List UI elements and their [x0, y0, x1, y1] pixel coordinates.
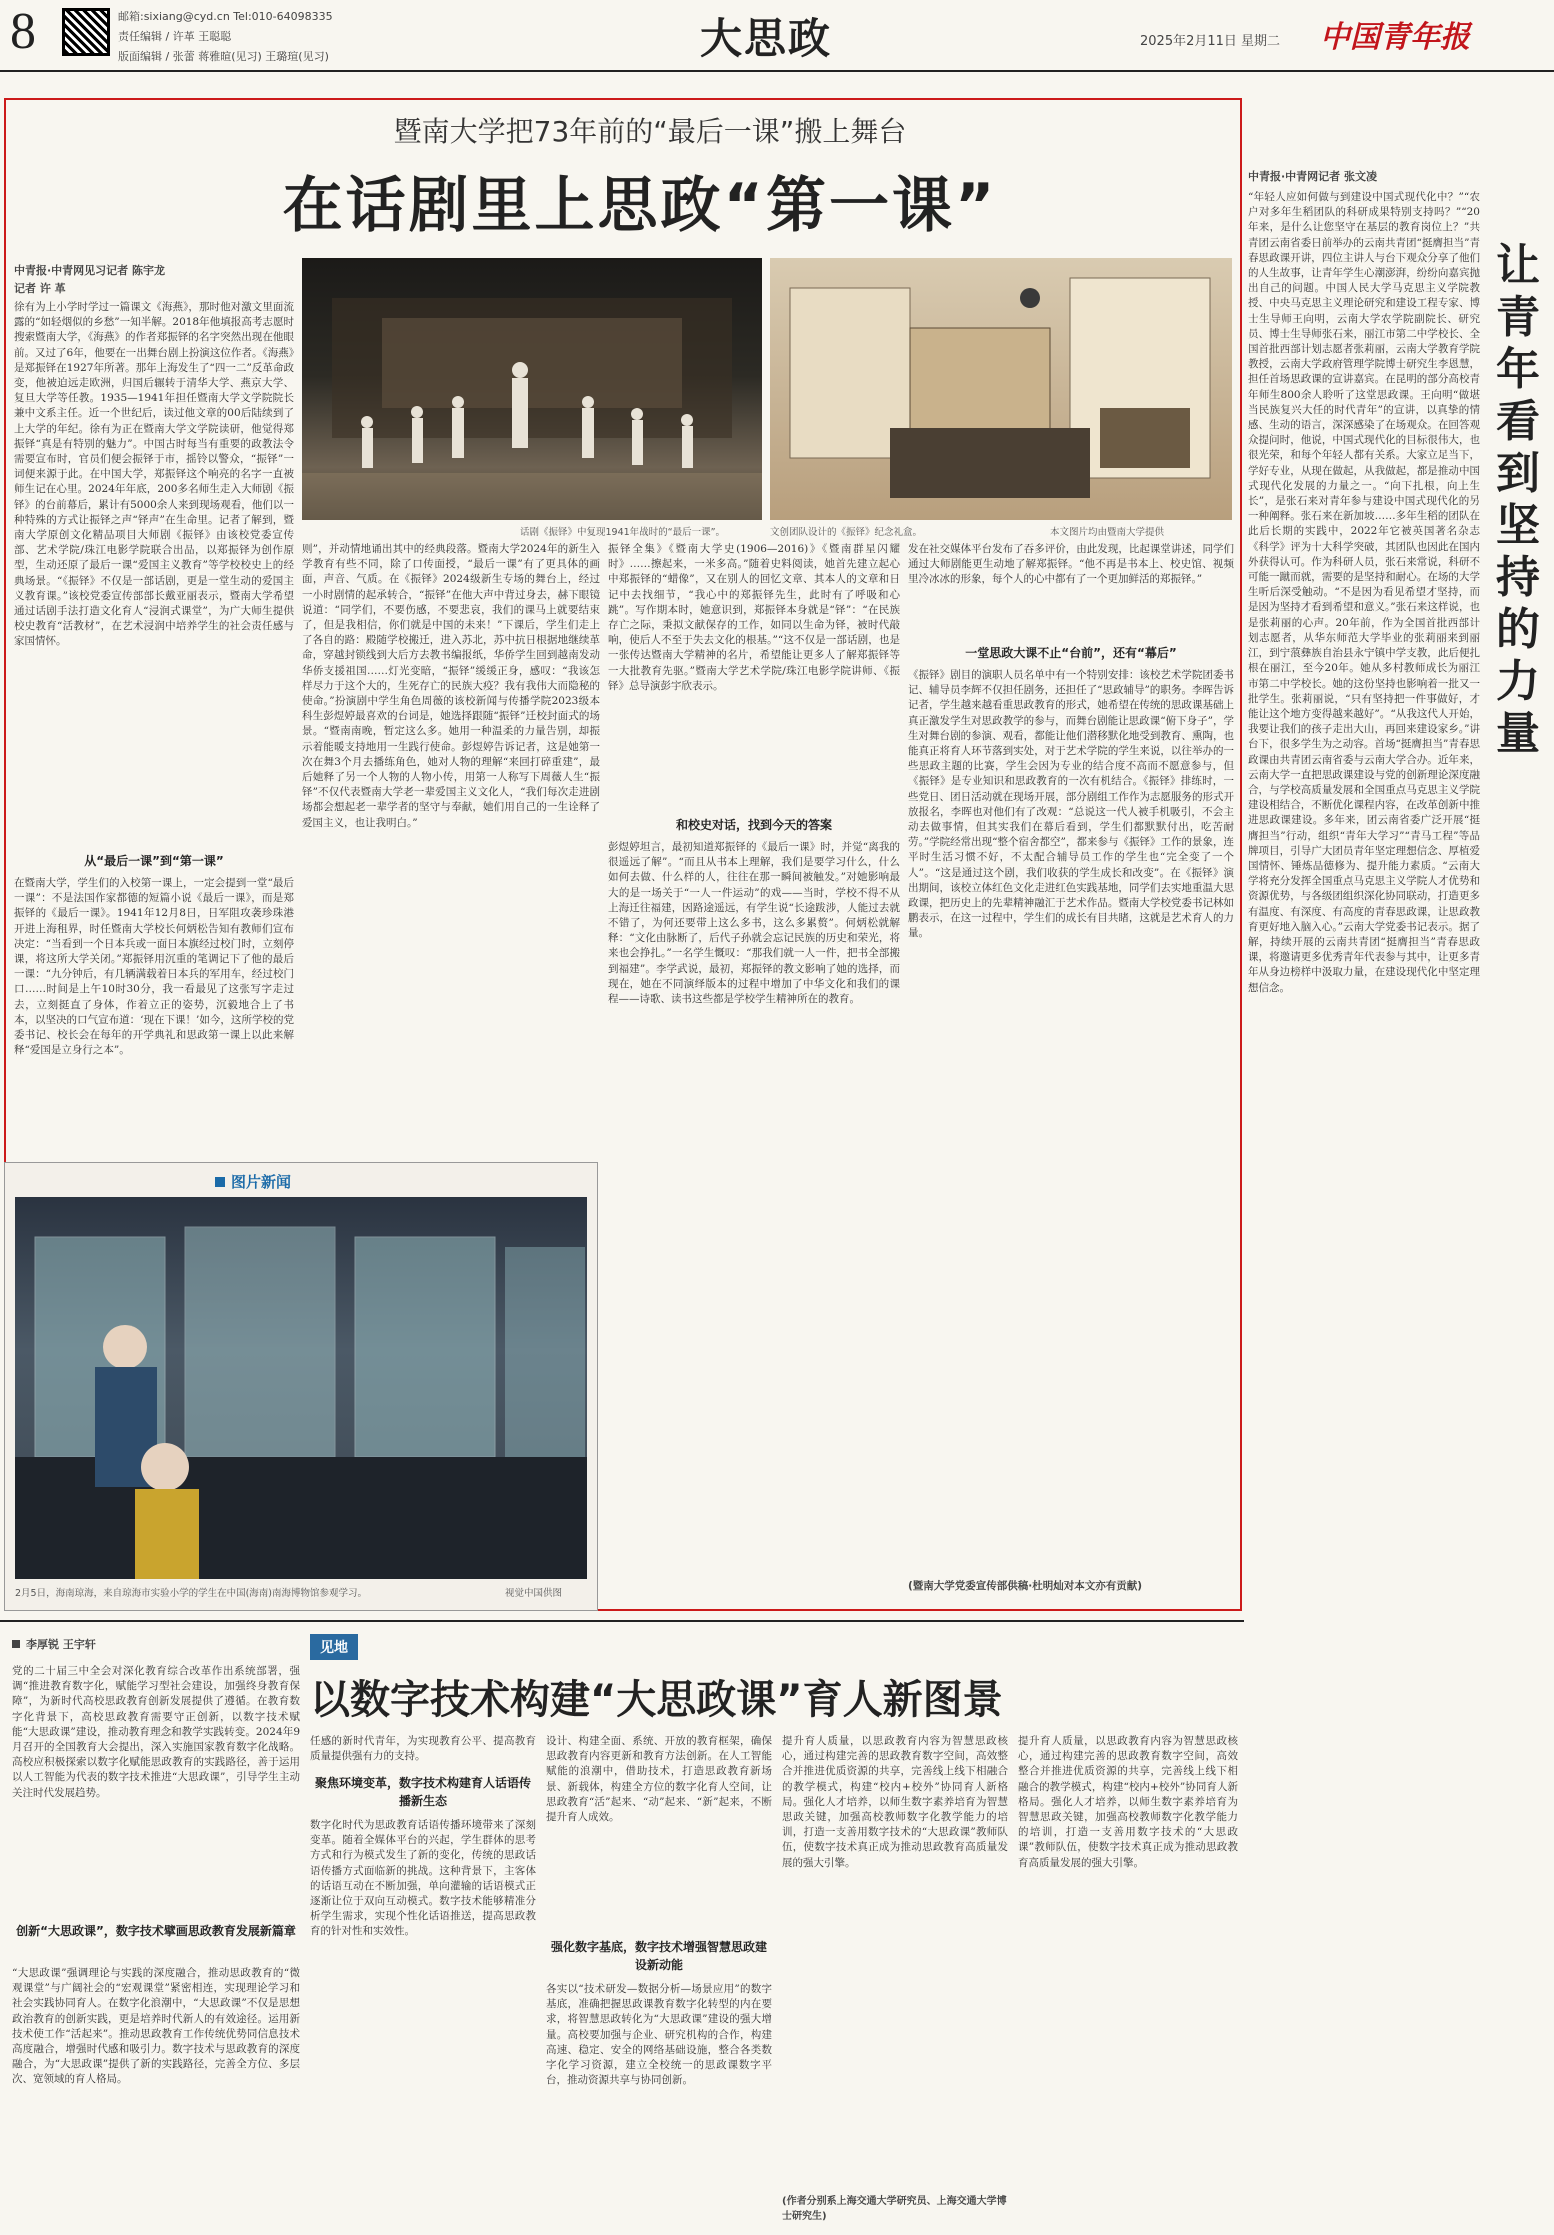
- lead-subhead-3: 一堂思政大课不止“台前”，还有“幕后”: [965, 646, 1177, 660]
- lead-subhead-2: 和校史对话，找到今天的答案: [675, 818, 832, 832]
- picture-news-box: [4, 1162, 598, 1611]
- picture-news-label-text: 图片新闻: [231, 1173, 292, 1191]
- bottom-text-b: 数字化时代为思政教育话语传播环境带来了深刻变革。随着全媒体平台的兴起，学生群体的思考方式和行为模式发生了新的变化，传统的思政话语传播方式面临新的挑战。这种背景下，主客体的话语互动在不断加强，单向灌输的话语模式正逐渐让位于双向互动模式。数字技术能够精准分析学生需求，实现个性化话语推送，提高思政教育的针对性和实效性。: [310, 1819, 536, 1938]
- right-title-char: 到: [1496, 448, 1540, 499]
- gift-photo-caption: 文创团队设计的《振铎》纪念礼盒。: [770, 527, 923, 538]
- right-title: [1488, 240, 1548, 760]
- page-header: [0, 0, 1554, 72]
- bottom-divider: [0, 1620, 1244, 1622]
- lead-col4-text: 发在社交媒体平台发布了吞多评价，由此发现，比起课堂讲述，同学们通过大师剧能更生动地了解郑振铎。“他不再是书本上、校史馆、视频里冷冰冰的形象，每个人的心中都有了一个更加鲜活的郑振铎。”: [908, 543, 1234, 586]
- bottom-subhead-b: 聚焦环境变革，数字技术构建育人话语传播新生态: [314, 1776, 531, 1808]
- photo-credit: 本文图片均由暨南大学提供: [1050, 527, 1165, 538]
- lead-title: 在话剧里上思政“第一课”: [282, 171, 998, 241]
- square-icon: [215, 1177, 225, 1187]
- right-title-char: 看: [1496, 396, 1540, 447]
- right-title-char: 年: [1496, 344, 1540, 395]
- picture-news-credit: 视觉中国供图: [505, 1588, 563, 1599]
- lead-col1-text-b: 在暨南大学，学生们的入校第一课上，一定会提到一堂“最后一课”：不是法国作家都德的短篇小说《最后一课》，而是郑振铎的《最后一课》。1941年12月8日，日军阻攻袭珍珠港开进上海租界，时任暨南大学校长何炳松告知有教师们宣布决定：“当看到一个日本兵或一面日本旗经过校门时，立刻停课，将这所大学关闭。”郑振铎用沉重的笔调记下了他的最后一课：“九分钟后，有几辆满载着日本兵的军用车，经过校门口……时间是上午10时30分，我一看最见了这张写字走过去，立刻挺直了身体，作着立正的姿势，沉毅地合上了书本，以坚决的口气宣布道：‘现在下课！’如今，这所学校的党委书记、校长会在每年的开学典礼和思政第一课上以此来解释“爱国是立身行之本”。: [14, 877, 294, 1057]
- bottom-col4: 提升育人质量，以思政教育内容为智慧思政核心，通过构建完善的思政教育数字空间，高效整合并推进优质资源的共享，完善线上线下相融合的教学模式，构建“校内+校外”协同育人新格局。强化人才培养，以师生数字素养培育为智慧思政关键，加强高校教师数字化教学能力的培训，打造一支善用数字技术的“大思政课”教师队伍，使数字技术真正成为推动思政教育高质量发展的强大引擎。: [782, 1735, 1008, 1869]
- lead-col3-text: 振铎全集》《暨南大学史(1906—2016)》《暨南群星闪耀时》……擦起来，一米多高。”随着史料阅读，她首先建立起心中郑振铎的“蜡像”，又在别人的回忆文章、其本人的文章和日记中去找细节，“我心中的郑振铎先生，此时有了呼吸和心跳”。写作期本时，她意识到，郑振铎本身就是“铎”：“在民族存亡之际，秉拟文献保存的工作，如同以生命为铎，被时代敲响，使后人不至于失去文化的根基。”“这不仅是一部话剧，也是一张传达暨南大学精神的名片，希望能让更多人了解郑振铎等一大批教育先驱。”暨南大学艺术学院/珠江电影学院讲师、《振铎》总导演彭宇欣表示。: [608, 543, 900, 692]
- bottom-credit: (作者分别系上海交通大学研究员、上海交通大学博士研究生): [782, 2196, 1007, 2222]
- column-tag-text: 见地: [320, 1640, 348, 1656]
- column-tag: [310, 1634, 358, 1660]
- lead-byline-1: 中青报·中青网见习记者 陈宇龙: [14, 264, 166, 277]
- section-title: 大思政: [700, 14, 833, 63]
- right-byline: 中青报·中青网记者 张文凌: [1248, 170, 1378, 183]
- picture-news-caption: 2月5日，海南琼海，来自琼海市实验小学的学生在中国(海南)南海博物馆参观学习。: [15, 1588, 368, 1599]
- gift-box-image: [770, 258, 1232, 520]
- lead-byline-2: 记者 许 革: [14, 282, 66, 295]
- contact-line: 邮箱:sixiang@cyd.cn Tel:010-64098335: [118, 10, 333, 23]
- right-title-char: 坚: [1496, 500, 1540, 551]
- right-title-char: 让: [1496, 240, 1540, 291]
- qr-code-icon: [62, 8, 110, 56]
- right-title-char: 力: [1496, 656, 1540, 707]
- museum-photo: [15, 1197, 587, 1579]
- bottom-intro: 党的二十届三中全会对深化教育综合改革作出系统部署，强调“推进教育数字化，赋能学习型社会建设，加强终身教育保障”，为新时代高校思政教育创新发展提供了遵循。在教育数字化背景下，高校思政教育需要守正创新，以数字技术赋能“大思政课”建设，推动教育理念和教学实践转变。2024年9月召开的全国教育大会提出，深入实施国家教育数字化战略。高校应积极探索以数字化赋能思政教育的实践路径，善于运用以人工智能为代表的数字技术推进“大思政课”，引导学生主动关注时代发展趋势。: [12, 1665, 300, 1799]
- lead-subtitle: 暨南大学把73年前的“最后一课”搬上舞台: [393, 115, 907, 148]
- bottom-col5: 提升育人质量，以思政教育内容为智慧思政核心，通过构建完善的思政教育数字空间，高效整合并推进优质资源的共享，完善线上线下相融合的教学模式，构建“校内+校外”协同育人新格局。强化人才培养，以师生数字素养培育为智慧思政关键，加强高校教师数字化教学能力的培训，打造一支善用数字技术的“大思政课”教师队伍，使数字技术真正成为推动思政教育高质量发展的强大引擎。: [1018, 1735, 1238, 1869]
- stage-photo-caption: 话剧《振铎》中复现1941年战时的“最后一课”。: [520, 527, 726, 538]
- right-title-char: 量: [1496, 708, 1540, 759]
- right-title-char: 持: [1496, 552, 1540, 603]
- right-title-char: 青: [1496, 292, 1540, 343]
- bottom-col2: 任感的新时代青年，为实现教育公平、提高教育质量提供强有力的支持。: [310, 1735, 536, 1763]
- bottom-text-c: 各实以“技术研发—数据分析—场景应用”的数字基底，准确把握思政课教育数字化转型的内在要求，将智慧思政转化为“大思政课”建设的强大增量。高校要加强与企业、研究机构的合作，构建高速、稳定、安全的网络基础设施，整合各类数字化学习资源，建立全校统一的思政课数字平台，推动资源共享与协同创新。: [546, 1983, 772, 2087]
- bottom-title: 以数字技术构建“大思政课”育人新图景: [310, 1677, 1003, 1723]
- author-icon: [12, 1640, 20, 1648]
- gift-box-photo: [770, 258, 1232, 520]
- lead-col4-credit: (暨南大学党委宣传部供稿·杜明灿对本文亦有贡献): [908, 1580, 1143, 1592]
- stage-scene-image: [302, 258, 762, 520]
- right-body: “年轻人应如何做与到建设中国式现代化中？”“农户对多年生稻团队的科研成果特别支持吗？”“20年来，是什么让您坚守在基层的教育岗位上？”共青团云南省委日前举办的云南共青团“挺膺担当”青春思政课开讲，四位主讲人与台下观众分享了他们的人生故事，让青年学生心潮澎湃，纷纷向嘉宾抛出自己的问题。中国人民大学马克思主义学院教授、中央马克思主义理论研究和建设工程专家、博士生导师王向明，云南大学农学院副院长、研究员、博士生导师张石来，丽江市第二中学校长、全国首批西部计划志愿者张莉丽，云南大学教育学院教授，云南大学政府管理学院博士研究生李恩慧，担任首场思政课的宣讲嘉宾。在昆明的部分高校青年师生800余人聆听了这堂思政课。王向明“做堪当民族复兴大任的时代青年”的宣讲，以真挚的情感、生动的语言，深深感染了在场观众。在回答观众提问时，他说，中国式现代化的目标很伟大，也很光荣，和每个年轻人都有关系。大家立足当下，学好专业，从现在做起，从我做起，都是推动中国式现代化发展的力量之一。“向下扎根，向上生长”，是张石来对青年参与建设中国式现代化的另一种阐释。张石来在新加坡……多年生稻的团队在此后长期的实践中，2022年它被英国著名杂志《科学》评为十大科学突破，其团队也因此在国内外获得认可。作为科研人员，张石来常说，科研不可能一蹴而就，需要的是坚持和耐心。在场的大学生听后深受触动。“不是因为看见希望才坚持，而是因为坚持才看到希望和意义。”张石来这样说，也是张莉丽的心声。20年前，作为全国首批西部计划志愿者，从华东师范大学毕业的张莉丽来到丽江，到宁蒗彝族自治县永宁镇中学支教，此后便扎根在丽江，至今20年。她从多村教师成长为丽江市第二中学校长。她的这份坚持也影响着一批又一批学生。张莉丽说，“只有坚持把一件事做好，才能让这个地方变得越来越好”。“从我这代人开始，我要让我们的孩子走出大山，再回来建设家乡。”讲台下，很多学生为之动容。首场“挺膺担当”青春思政课由共青团云南省委与云南大学合办。近年来，云南大学一直把思政课建设与党的创新理论深度融合，与学校高质量发展和全国重点马克思主义学院建设相结合，不断优化课程内容，在改革创新中推进思政课建设。多年来，团云南省委广泛开展“挺膺担当”行动，组织“青年大学习”“青马工程”等品牌项目，引导广大团员青年坚定理想信念、厚植爱国情怀、锤炼品德修为、提升能力素质。“云南大学将充分发挥全国重点马克思主义学院人才优势和资源优势，与各级团组织深化协同联动，打造更多有温度、有深度、有高度的青春思政课，让思政教育更好地入脑入心。”云南大学党委书记表示。据了解，持续开展的云南共青团“挺膺担当”青春思政课，将邀请更多优秀青年代表参与其中，让更多青年从身边榜样中汲取力量，在建设现代化中坚定理想信念。: [1248, 191, 1480, 994]
- bottom-authors: [12, 1636, 96, 1652]
- lead-col3-text-b: 彭煜婷坦言，最初知道郑振铎的《最后一课》时，并觉“离我的很遥远了解”。“而且从书本上理解，我们是要学习什么，什么如何去做、什么样的人，往往在那一瞬间被触发。”对她影响最大的是一场关于“一人一件运动”的戏——当时，学校不得不从上海迁往福建，因路途遥远，有学生说“长途跋涉，人能过去就不错了，为何还要带上这么多书，这么多累赘”。何炳松就解释：“文化由脉断了，后代子孙就会忘记民族的历史和荣光，将来也会挣扎。”一名学生慨叹：“那我们就一人一件，把书全部搬到福建”。李学武说，最初，郑振铎的教文影响了她的选择，而现在，她在不同演绎版本的过程中增加了中华文化和我们的课程——诗歌、读书这些都是学校学生精神所在的教育。: [608, 841, 900, 1006]
- editors-line: 责任编辑 / 许革 王聪聪: [118, 30, 232, 43]
- bottom-subhead-a: 创新“大思政课”，数字技术擘画思政教育发展新篇章: [16, 1924, 296, 1938]
- picture-news-label: [215, 1171, 291, 1192]
- lead-subhead-1: 从“最后一课”到“第一课”: [84, 854, 224, 868]
- stage-photo: [302, 258, 762, 520]
- designers-line: 版面编辑 / 张蕾 蒋雅暄(见习) 王璐瑄(见习): [118, 50, 329, 63]
- lead-col1-text: 徐有为上小学时学过一篇课文《海燕》，那时他对激文里面流露的“如轻烟似的乡愁”一知半解。2018年他填报高考志愿时搜索暨南大学，《海燕》的作者郑振铎的名字突然出现在他眼前。又过了6年，他要在一出舞台剧上扮演这位作者。《海燕》是郑振铎在1927年所著。那年上海发生了“四一二”反革命政变，他被迫远走欧洲，归国后辗转于清华大学、燕京大学、复旦大学等任教。1935—1941年担任暨南大学文学院院长兼中文系主任。近一个世纪后，读过他文章的00后陆续到了上大学的年纪。徐有为正在暨南大学文学院读研，他觉得郑振铎“真是有特别的魅力”。中国古时每当有重要的政教法令需要宣布时，官员们便会振铎于市，摇铃以警众，“振铎”一词便来源于此。在中国大学，郑振铎这个响亮的名字一直被师生记在心里。2024年年底，200多名师生走入大师剧《振铎》的台前幕后，累计有5000余人来到现场观看，他们以一种特殊的方式让振铎之声“铎声”在生命里。记者了解到，暨南大学原创文化精品项目大师剧《振铎》由该校党委宣传部、艺术学院/珠江电影学院联合出品，以郑振铎为创作原型，生动还原了最后一课“爱国主义教育”等学校校史上的经典场景。“《振铎》不仅是一部话剧，更是一堂生动的爱国主义教育课。”该校党委宣传部部长戴亚丽表示，暨南大学希望通过话剧手法打造文化育人“浸润式课堂”，为广大师生提供校史教育“活教材”，在艺术浸润中培养学生的社会责任感与家国情怀。: [14, 301, 294, 648]
- bottom-text-a: “大思政课”强调理论与实践的深度融合，推动思政教育的“微观课堂”与广阔社会的“宏观课堂”紧密相连，实现理论学习和社会实践协同育人。在数字化浪潮中，“大思政课”不仅是思想政治教育的创新实践，更是培养时代新人的有效途径。运用新技术使工作“活起来”。推动思政教育工作传统优势同信息技术高度融合，增强时代感和吸引力。数字技术与思政教育的深度融合，为“大思政课”提供了新的实践路径，完善全方位、多层次、宽领域的育人格局。: [12, 1967, 300, 2086]
- lead-col2-text: 则”，并动情地诵出其中的经典段落。暨南大学2024年的新生入学教育有些不同，除了口传面授，“最后一课”有了更具体的画面，声音、气质。在《振铎》2024级新生专场的舞台上，经过一小时剧情的起承转合，“振铎”在他大声中背过身去，赫下眼镜说道：“同学们，不要伤感，不要悲哀，我们的课马上就要结束了，但是我相信，你们就是中国的未来！”下课后，学生们走上了各自的路：殿随学校搬迁，进入苏北，苏中抗日根据地继续革命，穿越封锁线到大后方去教书编报纸，华侨学生回到越南发动华侨支援祖国……灯光变暗，“振铎”缓缓正身，感叹：“我该怎样尽力于这个大的，生死存亡的民族大疫？我有我伟大而隐秘的使命。”扮演剧中学生角色周薇的该校新闻与传播学院2023级本科生彭煜婷最喜欢的台词是，她选择跟随“振铎”迁校封面式的场景。“暨南南晚，暂定这么多。她用一种温柔的力量告别，却振示着能暖支持地用一生践行使命。彭煜婷告诉记者，这是她第一次在舞3个月去播练角色，她对人物的理解“来回打碎重建”，最后她释了另一个人物的人物小传，用第一人称写下周薇人生“振铎”不仅代表暨南大学老一辈爱国主义文化人，“我们每次走进剧场都会想起老一辈学者的坚守与奉献，她们用自己的一生诠释了爱国主义，也让我明白。”: [302, 543, 600, 829]
- bottom-col3: 设计、构建全面、系统、开放的教育框架，确保思政教育内容更新和教育方法创新。在人工智能赋能的浪潮中，借助技术，打造思政教育新场景、新载体，构建全方位的数字化育人空间，让思政教育“活”起来、“动”起来、“新”起来，不断提升育人成效。: [546, 1735, 772, 1824]
- masthead-logo: 中国青年报: [1320, 20, 1470, 55]
- page-number: 8: [10, 3, 36, 60]
- bottom-subhead-c: 强化数字基底，数字技术增强智慧思政建设新动能: [550, 1940, 767, 1972]
- right-title-char: 的: [1496, 604, 1540, 655]
- issue-date: 2025年2月11日 星期二: [1140, 34, 1281, 49]
- lead-col4-text-b: 《振铎》剧目的演职人员名单中有一个特别安排：该校艺术学院团委书记、辅导员李辉不仅担任剧务，还担任了“思政辅导”的职务。李晖告诉记者，学生越来越看重思政教育的形式，她希望在传统的思政课基础上真正激发学生对思政教学的参与，而舞台剧能让思政课“俯下身子”，学生对舞台剧的参演、观看，都能让他们潜移默化地受到教育、熏陶，也能真正将育人环节落到实处，对于艺术学院的学生来说，以往举办的一些思政主题的比赛，学生会因为专业的结合度不高而不愿意参与，但《振铎》是专业知识和思政教育的一次有机结合。《振铎》排练时，一些党日、团日活动就在现场开展，部分剧组工作作为志愿服务的形式开放报名，李晖也对他们有了改观：“总说这一代人被手机吸引，不会主动去做事情，但其实我们在幕后看到，学生们都默默付出，吃苦耐劳。”学院经常出现“整个宿舍都空”，都来参与《振铎》工作的景象，连平时生活习惯不好，不太配合辅导员工作的学生也“完全变了一个人”。“这是通过这个剧，我们收获的学生成长和改变”。在《振铎》演出期间，该校立体红色文化走进红色实践基地，同学们去实地重温大思政课，把历史上的先辈精神融汇于艺术作品。暨南大学校党委书记林如鹏表示，在这一过程中，学生们的成长有目共睹，这就是艺术育人的力量。: [908, 669, 1234, 940]
- museum-scene-image: [15, 1197, 587, 1579]
- bottom-authors-text: 李厚锐 王宇轩: [26, 1638, 96, 1651]
